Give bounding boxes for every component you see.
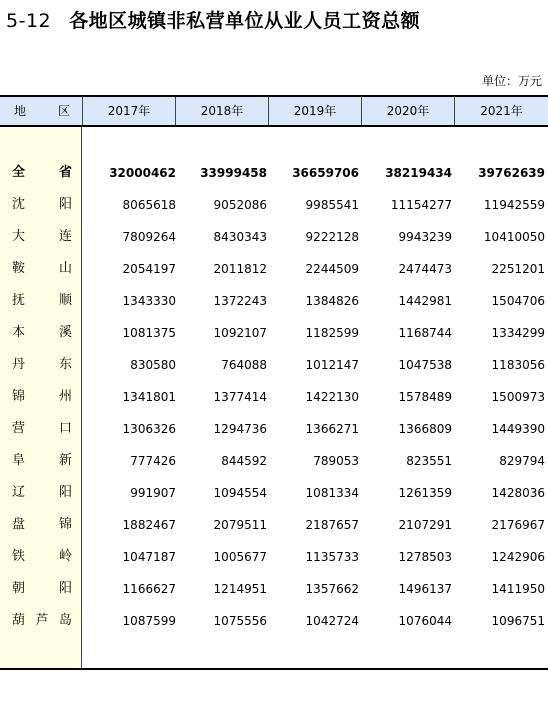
region-name <box>0 542 82 572</box>
title-number: 5-12 <box>6 10 52 32</box>
region-name-char: 阳 <box>58 197 72 212</box>
value-cell: 1092107 <box>213 326 267 340</box>
value-cell: 1500973 <box>491 390 545 404</box>
value-cell: 829794 <box>499 454 545 468</box>
value-cell: 2474473 <box>398 262 452 276</box>
region-name-char: 辽 <box>12 485 26 500</box>
value-cell: 8065618 <box>122 198 176 212</box>
value-cell: 2079511 <box>213 518 267 532</box>
header-year: 2021年 <box>454 97 548 125</box>
header-region-char-2: 区 <box>57 104 70 118</box>
value-cell: 1341801 <box>122 390 176 404</box>
value-cell: 777426 <box>130 454 176 468</box>
value-cell: 1411950 <box>491 582 545 596</box>
value-cell: 1377414 <box>213 390 267 404</box>
value-cell: 2176967 <box>491 518 545 532</box>
region-name-char: 葫 <box>12 613 26 628</box>
region-name <box>0 222 82 252</box>
data-table <box>0 95 548 670</box>
value-cell: 1366271 <box>305 422 359 436</box>
table-row <box>0 542 548 572</box>
header-year: 2017年 <box>82 97 175 125</box>
region-name <box>0 446 82 476</box>
value-cell: 1081334 <box>305 486 359 500</box>
region-name <box>0 510 82 540</box>
value-cell: 823551 <box>406 454 452 468</box>
region-name-char: 沈 <box>12 197 26 212</box>
region-name-char: 东 <box>58 357 72 372</box>
value-cell: 36659706 <box>292 166 359 180</box>
region-name <box>0 606 82 636</box>
table-row <box>0 510 548 540</box>
region-name-char: 溪 <box>58 325 72 340</box>
table-header <box>0 97 548 125</box>
page-title <box>6 6 420 34</box>
region-name-char: 鞍 <box>12 261 26 276</box>
value-cell: 764088 <box>221 358 267 372</box>
value-cell: 1183056 <box>491 358 545 372</box>
table-row <box>0 446 548 476</box>
value-cell: 1166627 <box>122 582 176 596</box>
table-row <box>0 350 548 380</box>
value-cell: 1005677 <box>213 550 267 564</box>
value-cell: 830580 <box>130 358 176 372</box>
region-name <box>0 574 82 604</box>
value-cell: 1047187 <box>122 550 176 564</box>
value-cell: 39762639 <box>478 166 545 180</box>
value-cell: 2244509 <box>305 262 359 276</box>
region-name-char: 连 <box>58 229 72 244</box>
value-cell: 1357662 <box>305 582 359 596</box>
table-row <box>0 574 548 604</box>
header-year: 2020年 <box>361 97 454 125</box>
header-year: 2018年 <box>175 97 268 125</box>
value-cell: 1334299 <box>491 326 545 340</box>
value-cell: 991907 <box>130 486 176 500</box>
header-year: 2019年 <box>268 97 361 125</box>
table-row <box>0 190 548 220</box>
region-name-char: 抚 <box>12 293 26 308</box>
value-cell: 1242906 <box>491 550 545 564</box>
value-cell: 1182599 <box>305 326 359 340</box>
header-region <box>0 97 82 125</box>
value-cell: 1366809 <box>398 422 452 436</box>
table-row <box>0 222 548 252</box>
value-cell: 1135733 <box>305 550 359 564</box>
value-cell: 1087599 <box>122 614 176 628</box>
value-cell: 32000462 <box>109 166 176 180</box>
value-cell: 1343330 <box>122 294 176 308</box>
region-name-char: 营 <box>12 421 26 436</box>
region-name-char: 朝 <box>12 581 26 596</box>
value-cell: 1372243 <box>213 294 267 308</box>
value-cell: 1422130 <box>305 390 359 404</box>
value-cell: 1306326 <box>122 422 176 436</box>
region-name-char: 山 <box>58 261 72 276</box>
region-name-char: 本 <box>12 325 26 340</box>
value-cell: 9222128 <box>305 230 359 244</box>
table-bottom-border <box>0 668 548 670</box>
value-cell: 1261359 <box>398 486 452 500</box>
unit-label: 单位：万元 <box>481 74 542 88</box>
value-cell: 9052086 <box>213 198 267 212</box>
table-row <box>0 606 548 636</box>
value-cell: 33999458 <box>200 166 267 180</box>
region-name-char: 锦 <box>58 517 72 532</box>
region-name <box>0 318 82 348</box>
table-row <box>0 478 548 508</box>
value-cell: 1294736 <box>213 422 267 436</box>
value-cell: 1096751 <box>491 614 545 628</box>
value-cell: 9943239 <box>398 230 452 244</box>
region-name <box>0 350 82 380</box>
value-cell: 1496137 <box>398 582 452 596</box>
value-cell: 11942559 <box>483 198 545 212</box>
value-cell: 2251201 <box>491 262 545 276</box>
region-name-char: 铁 <box>12 549 26 564</box>
value-cell: 2011812 <box>213 262 267 276</box>
region-name <box>0 478 82 508</box>
value-cell: 1012147 <box>305 358 359 372</box>
region-name-char: 岛 <box>58 613 72 628</box>
region-name <box>0 382 82 412</box>
region-name <box>0 414 82 444</box>
value-cell: 8430343 <box>213 230 267 244</box>
value-cell: 1449390 <box>491 422 545 436</box>
total-row <box>0 158 548 188</box>
region-name <box>0 158 82 188</box>
value-cell: 1094554 <box>213 486 267 500</box>
region-name-char: 岭 <box>58 549 72 564</box>
value-cell: 1504706 <box>491 294 545 308</box>
value-cell: 2107291 <box>398 518 452 532</box>
value-cell: 38219434 <box>385 166 452 180</box>
region-name <box>0 254 82 284</box>
value-cell: 1578489 <box>398 390 452 404</box>
value-cell: 1428036 <box>491 486 545 500</box>
value-cell: 7809264 <box>122 230 176 244</box>
region-name-char: 大 <box>12 229 26 244</box>
value-cell: 1042724 <box>305 614 359 628</box>
region-name-char: 锦 <box>12 389 26 404</box>
region-name-char: 阳 <box>58 581 72 596</box>
value-cell: 1168744 <box>398 326 452 340</box>
value-cell: 9985541 <box>305 198 359 212</box>
title-text: 各地区城镇非私营单位从业人员工资总额 <box>69 10 421 32</box>
value-cell: 1076044 <box>398 614 452 628</box>
region-name <box>0 190 82 220</box>
value-cell: 1384826 <box>305 294 359 308</box>
value-cell: 11154277 <box>390 198 452 212</box>
value-cell: 1278503 <box>398 550 452 564</box>
table-row <box>0 254 548 284</box>
table-row <box>0 382 548 412</box>
value-cell: 1214951 <box>213 582 267 596</box>
region-name-char: 口 <box>58 421 72 436</box>
header-region-char-1: 地 <box>14 104 27 118</box>
region-name-char: 阜 <box>12 453 26 468</box>
value-cell: 1047538 <box>398 358 452 372</box>
region-name-char: 省 <box>58 165 72 180</box>
region-name-char: 阳 <box>58 485 72 500</box>
value-cell: 10410050 <box>483 230 545 244</box>
region-name-char: 芦 <box>35 613 49 628</box>
value-cell: 844592 <box>221 454 267 468</box>
region-name <box>0 286 82 316</box>
value-cell: 1075556 <box>213 614 267 628</box>
value-cell: 2187657 <box>305 518 359 532</box>
region-name-char: 新 <box>58 453 72 468</box>
value-cell: 2054197 <box>122 262 176 276</box>
header-bottom-border <box>0 125 548 127</box>
value-cell: 1882467 <box>122 518 176 532</box>
value-cell: 1442981 <box>398 294 452 308</box>
region-name-char: 顺 <box>58 293 72 308</box>
table-row <box>0 286 548 316</box>
value-cell: 789053 <box>313 454 359 468</box>
region-name-char: 盘 <box>12 517 26 532</box>
table-row <box>0 318 548 348</box>
table-row <box>0 414 548 444</box>
region-name-char: 州 <box>58 389 72 404</box>
region-name-char: 全 <box>12 165 26 180</box>
value-cell: 1081375 <box>122 326 176 340</box>
region-name-char: 丹 <box>12 357 26 372</box>
